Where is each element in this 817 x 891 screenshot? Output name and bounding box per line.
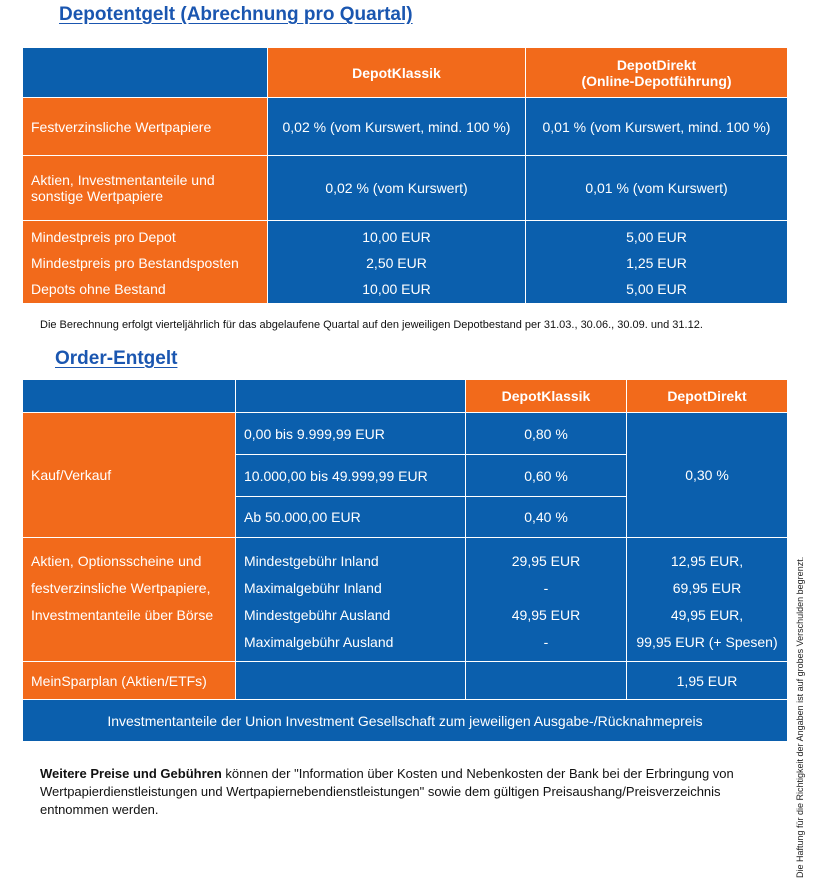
boerse-klassik-values xyxy=(466,538,627,662)
table-row xyxy=(23,156,788,221)
boerse-label xyxy=(23,538,236,662)
min-price-labels xyxy=(23,221,268,304)
direkt-value: 12,95 EUR, xyxy=(670,553,744,569)
klassik-value: 0,80 % xyxy=(466,413,627,455)
header-depotdirekt-line2: (Online-Depotführung) xyxy=(581,72,732,89)
sparplan-label: MeinSparplan (Aktien/ETFs) xyxy=(23,662,236,700)
direkt-value: 0,01 % (vom Kurswert) xyxy=(526,156,788,221)
header-empty-cell xyxy=(23,380,236,413)
row-label-line2: sonstige Wertpapiere xyxy=(31,188,164,204)
footer-bold: Weitere Preise und Gebühren xyxy=(40,766,222,781)
direkt-value: 99,95 EUR (+ Spesen) xyxy=(636,634,778,650)
table-row xyxy=(23,413,788,455)
direkt-value: 69,95 EUR xyxy=(672,580,742,596)
kauf-direkt-value: 0,30 % xyxy=(627,413,788,538)
sparplan-direkt-value: 1,95 EUR xyxy=(627,662,788,700)
billing-note: Die Berechnung erfolgt vierteljährlich für das abgelaufene Quartal auf den jeweiligen Depotbestand per 31.03., 30.06., 30.09. und 31.12. xyxy=(40,319,703,331)
header-depotklassik: DepotKlassik xyxy=(466,380,627,413)
sparplan-empty xyxy=(466,662,627,700)
direkt-value: 0,01 % (vom Kurswert, mind. 100 %) xyxy=(526,98,788,156)
row-label: Festverzinsliche Wertpapiere xyxy=(23,98,268,156)
boerse-label-line3: Investmentanteile über Börse xyxy=(31,607,214,623)
header-depotdirekt-line1: DepotDirekt xyxy=(616,56,697,73)
order-fee-table xyxy=(22,379,788,742)
depot-fee-table xyxy=(22,47,788,304)
range-cell: 0,00 bis 9.999,99 EUR xyxy=(236,413,466,455)
min-price-row xyxy=(23,221,788,304)
direkt-value: 49,95 EUR, xyxy=(670,607,744,623)
min-klassik-ohne-bestand: 10,00 EUR xyxy=(362,281,431,297)
header-empty-cell xyxy=(23,48,268,98)
fee-label: Mindestgebühr Ausland xyxy=(244,607,391,623)
boerse-direkt-values xyxy=(627,538,788,662)
footer-body: können der "Information über Kosten und Nebenkosten der Bank bei der Erbringung von Wertpapierdienstleistungen und Wertpapiernebendienstleistungen" sowie dem gültigen Preisaushang/Preisverzeichnis entnommen werden. xyxy=(40,766,734,817)
min-label-ohne-bestand: Depots ohne Bestand xyxy=(31,281,166,297)
depot-fee-title: Depotentgelt (Abrechnung pro Quartal) xyxy=(59,4,413,25)
min-label-depot: Mindestpreis pro Depot xyxy=(31,229,176,245)
order-fee-title: Order-Entgelt xyxy=(55,348,178,369)
fee-label: Maximalgebühr Inland xyxy=(244,580,382,596)
liability-side-note: Die Haftung für die Richtigkeit der Angaben ist auf grobes Verschulden begrenzt. xyxy=(795,556,805,878)
boerse-row xyxy=(23,538,788,662)
boerse-label-line1: Aktien, Optionsscheine und xyxy=(31,553,202,569)
fee-label: Maximalgebühr Ausland xyxy=(244,634,394,650)
min-direkt-bestandsposten: 1,25 EUR xyxy=(626,255,687,271)
boerse-fee-labels xyxy=(236,538,466,662)
depot-header-row xyxy=(23,48,788,98)
klassik-value: 49,95 EUR xyxy=(511,607,581,623)
header-depotklassik: DepotKlassik xyxy=(268,48,526,98)
min-label-bestandsposten: Mindestpreis pro Bestandsposten xyxy=(31,255,239,271)
range-cell: 10.000,00 bis 49.999,99 EUR xyxy=(236,455,466,497)
sparplan-empty xyxy=(236,662,466,700)
klassik-value: 0,40 % xyxy=(466,497,627,538)
min-direkt-depot: 5,00 EUR xyxy=(626,229,687,245)
min-klassik-depot: 10,00 EUR xyxy=(362,229,431,245)
header-empty-cell xyxy=(236,380,466,413)
min-klassik-bestandsposten: 2,50 EUR xyxy=(366,255,427,271)
klassik-value: - xyxy=(543,580,549,596)
klassik-value: 0,60 % xyxy=(466,455,627,497)
order-header-row xyxy=(23,380,788,413)
min-price-direkt xyxy=(526,221,788,304)
sparplan-row xyxy=(23,662,788,700)
row-label-line1: Aktien, Investmentanteile und xyxy=(31,172,215,188)
min-price-klassik xyxy=(268,221,526,304)
range-cell: Ab 50.000,00 EUR xyxy=(236,497,466,538)
klassik-value: 0,02 % (vom Kurswert) xyxy=(268,156,526,221)
union-row xyxy=(23,700,788,742)
fee-label: Mindestgebühr Inland xyxy=(244,553,379,569)
footer-text xyxy=(40,765,780,819)
header-depotdirekt xyxy=(526,48,788,98)
header-depotdirekt: DepotDirekt xyxy=(627,380,788,413)
min-direkt-ohne-bestand: 5,00 EUR xyxy=(626,281,687,297)
union-investment-text: Investmentanteile der Union Investment Gesellschaft zum jeweiligen Ausgabe-/Rücknahmepreis xyxy=(23,700,788,742)
row-label xyxy=(23,156,268,221)
klassik-value: - xyxy=(543,634,549,650)
klassik-value: 29,95 EUR xyxy=(511,553,581,569)
boerse-label-line2: festverzinsliche Wertpapiere, xyxy=(31,580,211,596)
kauf-verkauf-label: Kauf/Verkauf xyxy=(23,413,236,538)
table-row xyxy=(23,98,788,156)
klassik-value: 0,02 % (vom Kurswert, mind. 100 %) xyxy=(268,98,526,156)
